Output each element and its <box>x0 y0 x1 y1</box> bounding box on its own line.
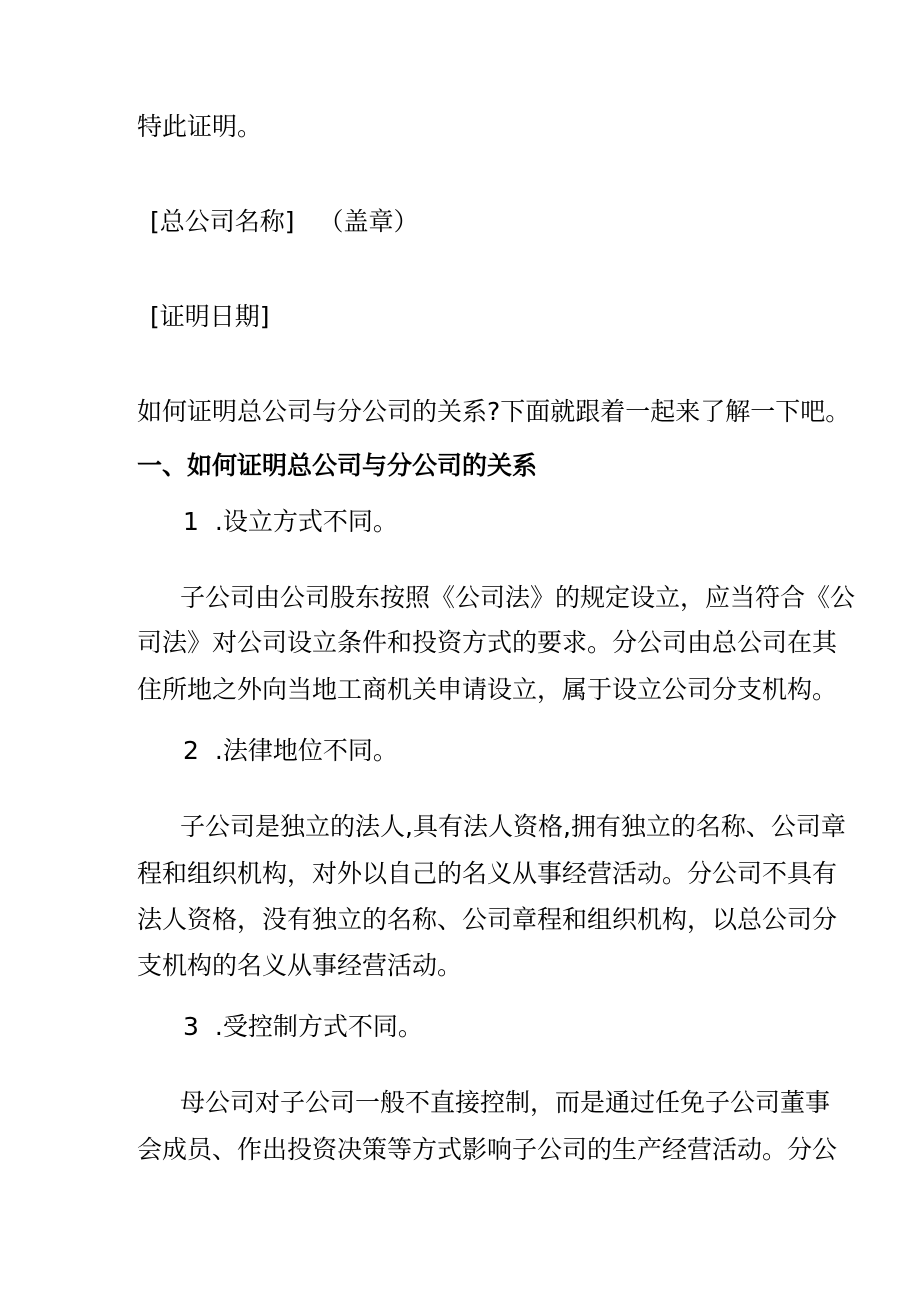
item-title: .设立方式不同。 <box>214 507 398 536</box>
item-number: 1 <box>183 507 199 536</box>
paragraph-line: 住所地之外向当地工商机关申请设立，属于设立公司分支机构。 <box>137 675 838 704</box>
company-name-text: [总公司名称] <box>150 207 295 236</box>
item-heading <box>183 1012 423 1042</box>
item-number: 2 <box>183 736 199 765</box>
item-number: 3 <box>183 1012 199 1041</box>
item-heading <box>183 507 398 537</box>
paragraph-line: 会成员、作出投资决策等方式影响子公司的生产经营活动。分公 <box>137 1135 838 1164</box>
closing-statement: 特此证明。 <box>137 112 263 141</box>
date-placeholder: [证明日期] <box>150 302 270 331</box>
paragraph-line: 子公司由公司股东按照《公司法》的规定设立，应当符合《公 <box>180 583 856 612</box>
company-name-placeholder <box>150 207 419 237</box>
section-heading: 一、如何证明总公司与分公司的关系 <box>137 451 538 480</box>
item-heading <box>183 736 398 766</box>
paragraph-line: 支机构的名义从事经营活动。 <box>137 951 463 980</box>
item-title: .受控制方式不同。 <box>214 1012 423 1041</box>
item-title: .法律地位不同。 <box>214 736 398 765</box>
paragraph-line: 法人资格，没有独立的名称、公司章程和组织机构，以总公司分 <box>137 905 838 934</box>
seal-note: （盖章） <box>318 207 419 236</box>
intro-paragraph: 如何证明总公司与分公司的关系?下面就跟着一起来了解一下吧。 <box>137 397 851 426</box>
paragraph-line: 子公司是独立的法人,具有法人资格,拥有独立的名称、公司章 <box>180 812 846 841</box>
paragraph-line: 母公司对子公司一般不直接控制，而是通过任免子公司董事 <box>180 1088 831 1117</box>
paragraph-line: 司法》对公司设立条件和投资方式的要求。分公司由总公司在其 <box>137 628 838 657</box>
paragraph-line: 程和组织机构，对外以自己的名义从事经营活动。分公司不具有 <box>137 859 838 888</box>
